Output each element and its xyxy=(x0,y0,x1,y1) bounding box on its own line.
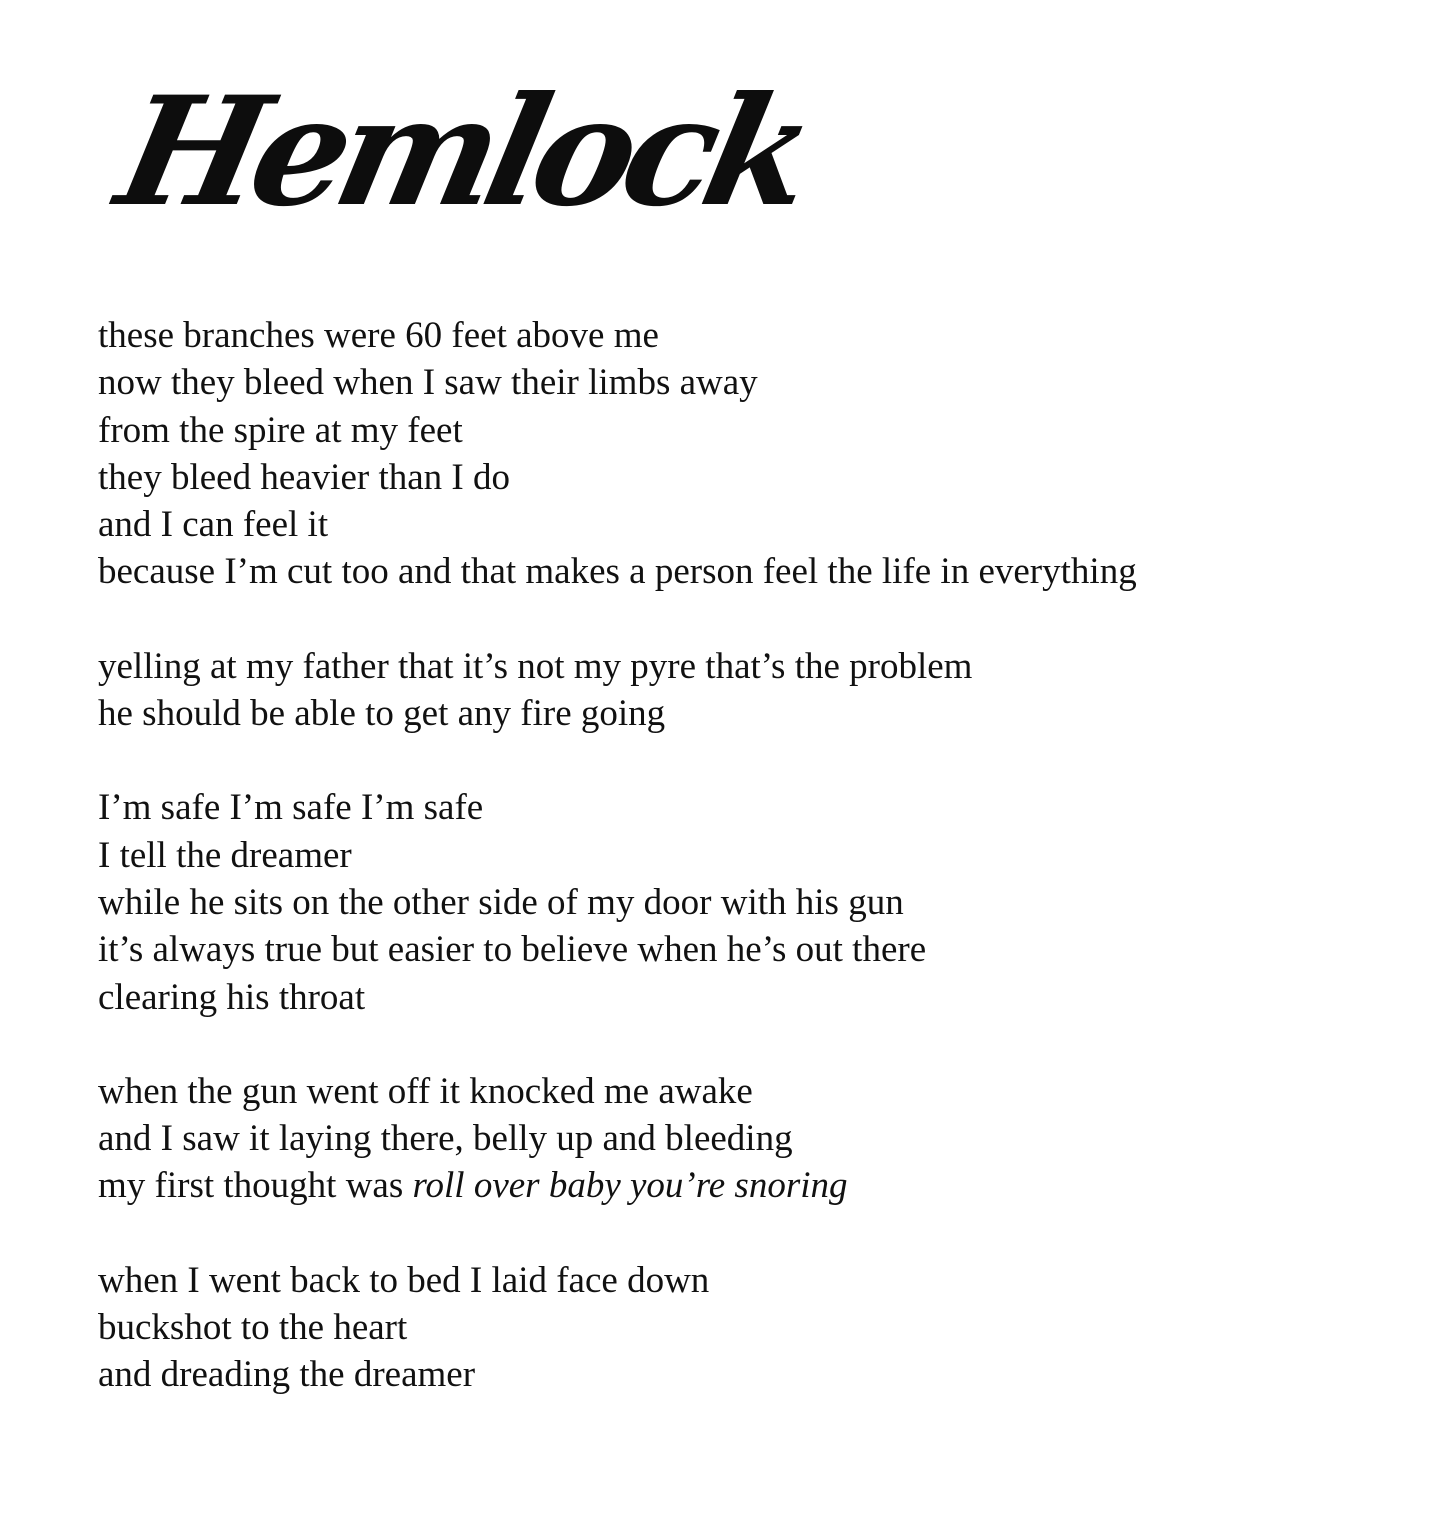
poem-line: when the gun went off it knocked me awake xyxy=(98,1070,753,1112)
poem-line: and I saw it laying there, belly up and bleeding xyxy=(98,1118,793,1160)
poem-line: while he sits on the other side of my door with his gun xyxy=(98,881,904,923)
poem-line: it’s always true but easier to believe when he’s out there xyxy=(98,929,927,971)
poem-line: when I went back to bed I laid face down xyxy=(98,1259,710,1301)
stanza-4 xyxy=(98,1068,1378,1210)
poem-line-italic-part: roll over baby you’re snoring xyxy=(412,1165,848,1207)
poem-line: he should be able to get any fire going xyxy=(98,693,666,735)
poem-line: and dreading the dreamer xyxy=(98,1354,476,1396)
poem-line: now they bleed when I saw their limbs away xyxy=(98,362,758,404)
poem-line-plain-part: my first thought was xyxy=(98,1165,413,1207)
poem-line: because I’m cut too and that makes a person feel the life in everything xyxy=(98,551,1137,593)
poem-body xyxy=(98,312,1378,1399)
poem-line: clearing his throat xyxy=(98,976,366,1018)
poem-title: Hemlock xyxy=(104,64,821,240)
poem-line-mixed xyxy=(98,1162,1378,1209)
poem-line: from the spire at my feet xyxy=(98,409,463,451)
poem-line: and I can feel it xyxy=(98,504,329,546)
stanza-1 xyxy=(98,312,1378,596)
poem-line: these branches were 60 feet above me xyxy=(98,315,659,356)
poem-line: yelling at my father that it’s not my pyre that’s the problem xyxy=(98,645,973,687)
stanza-5 xyxy=(98,1257,1378,1399)
poem-line: I’m safe I’m safe I’m safe xyxy=(98,787,484,829)
stanza-3 xyxy=(98,784,1378,1020)
poem-line: I tell the dreamer xyxy=(98,834,352,876)
poem-line: buckshot to the heart xyxy=(98,1307,408,1349)
stanza-2 xyxy=(98,643,1378,738)
poem-line: they bleed heavier than I do xyxy=(98,456,510,498)
